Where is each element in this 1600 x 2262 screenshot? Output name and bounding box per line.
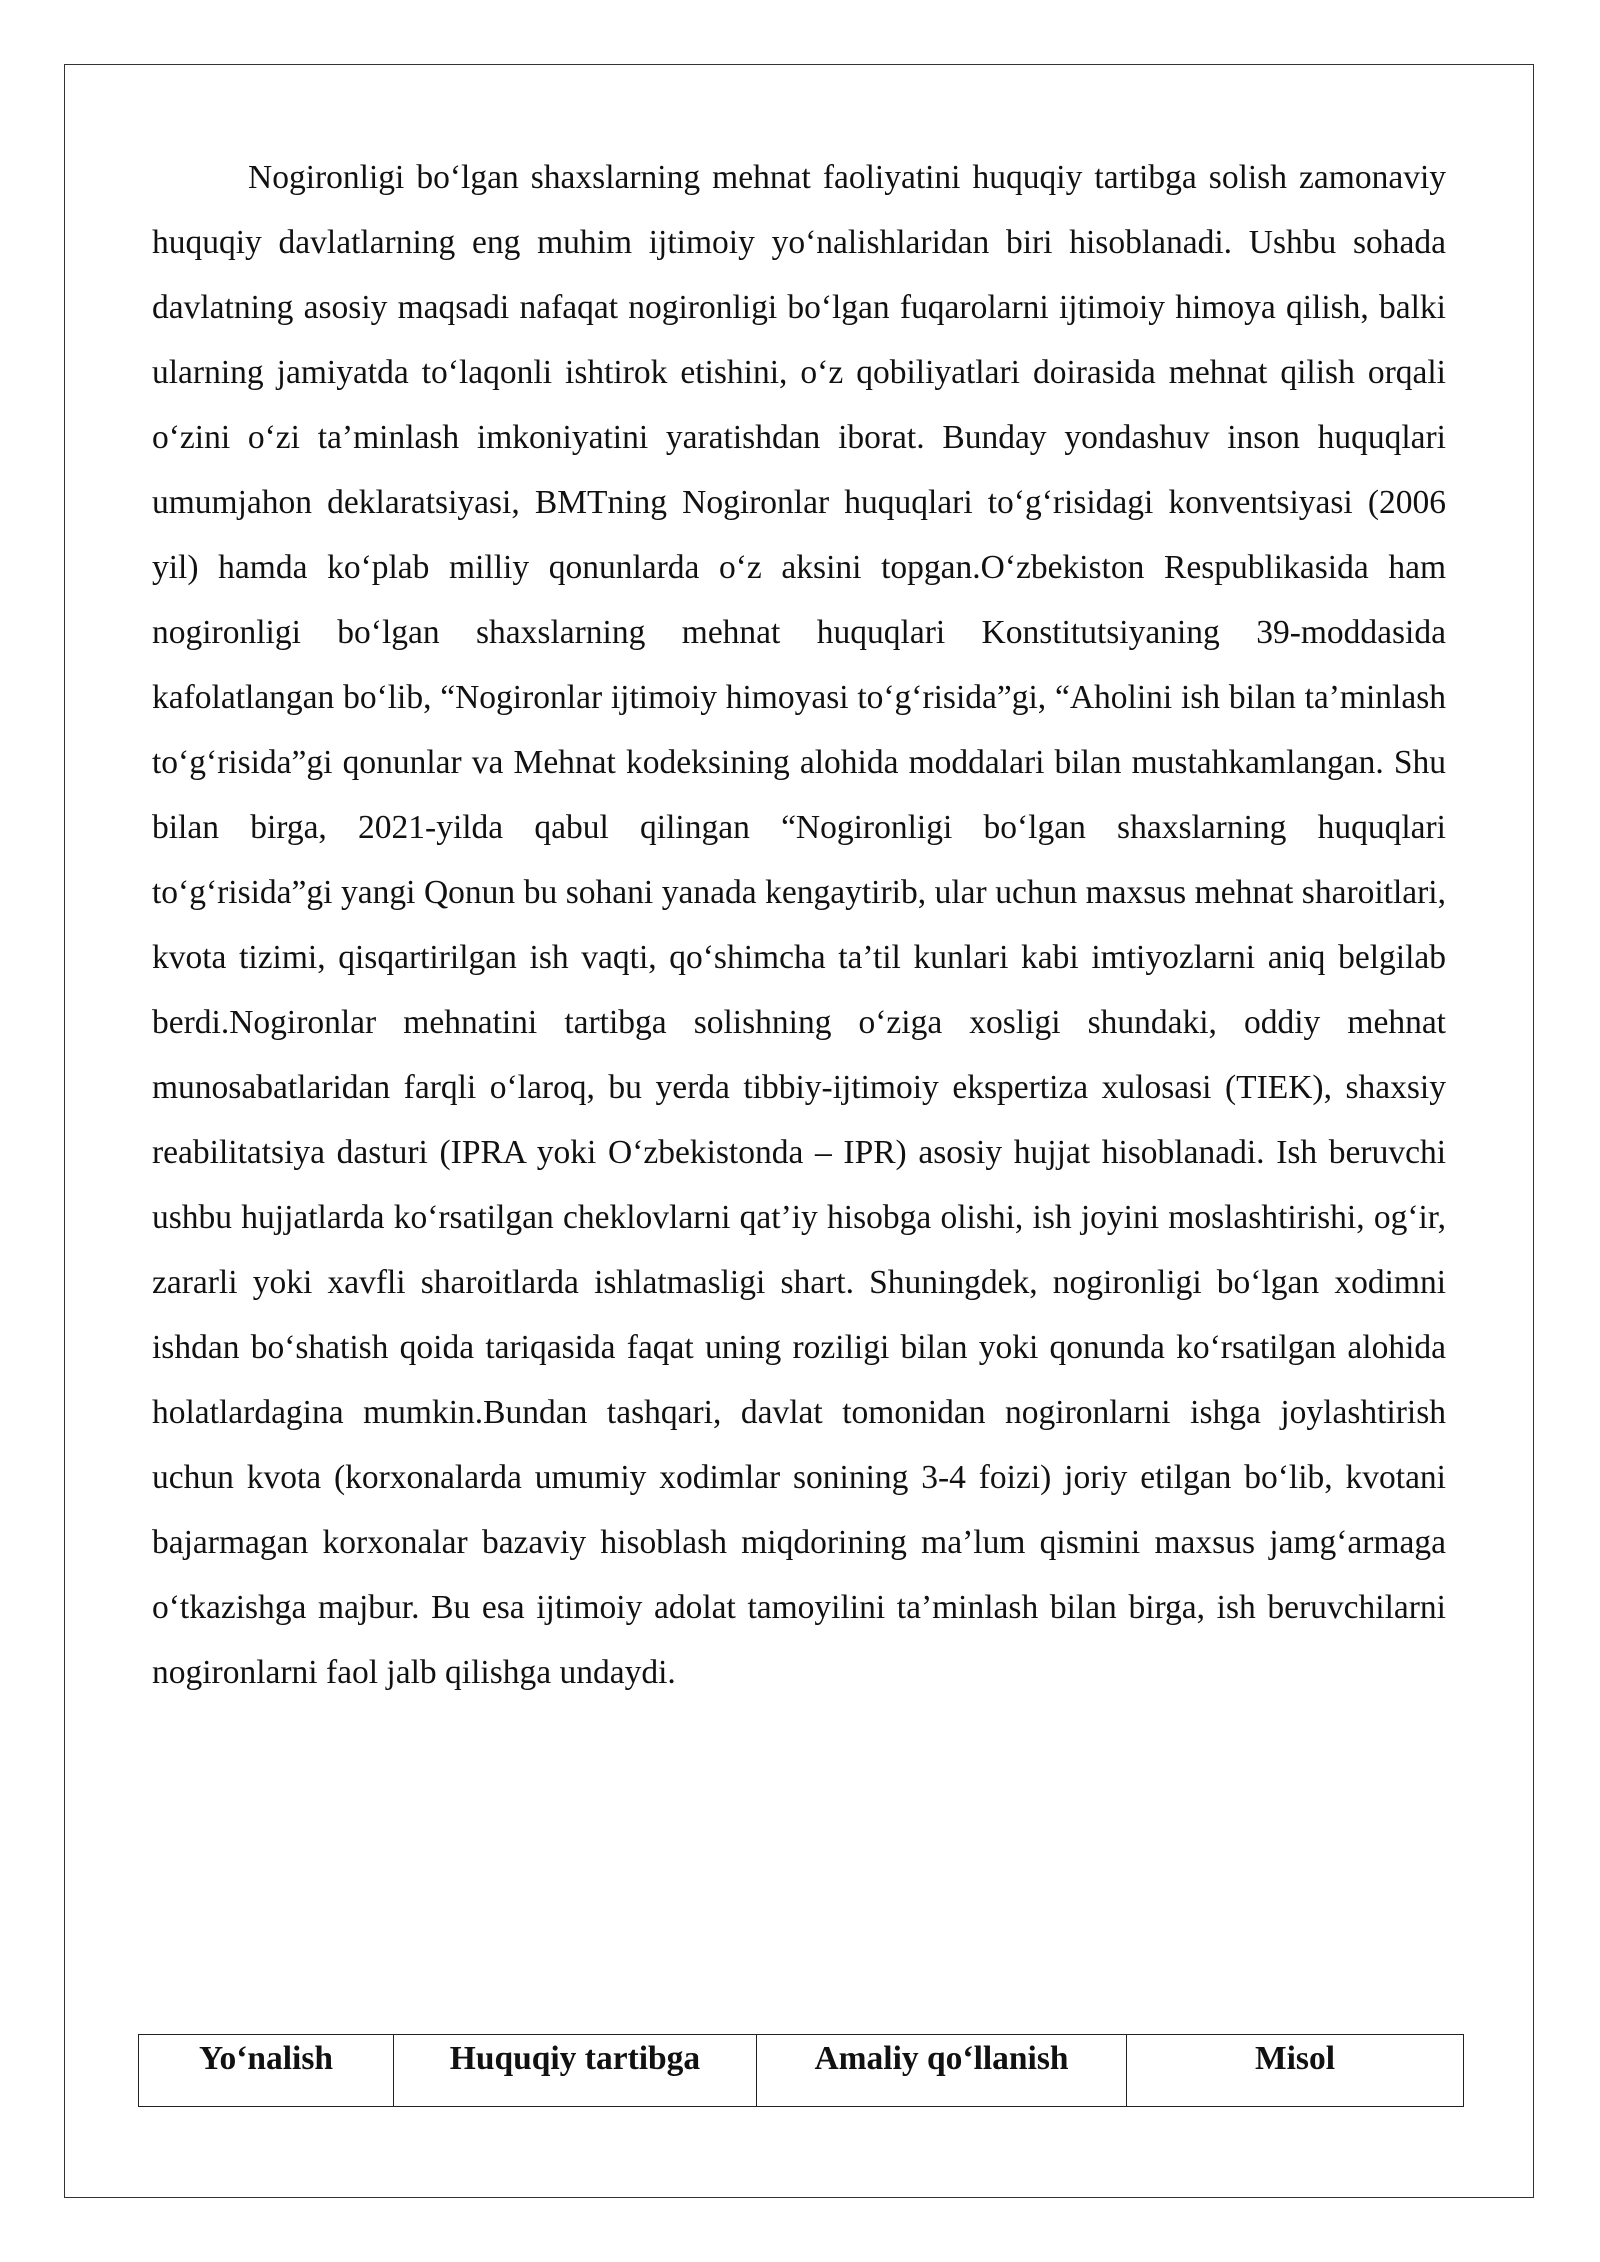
table-header-row xyxy=(139,2035,1464,2107)
comparison-table xyxy=(138,2034,1464,2107)
body-paragraph: Nogironligi bo‘lgan shaxslarning mehnat faoliyatini huquqiy tartibga solish zamonaviy huquqiy davlatlarning eng muhim ijtimoiy yo‘nalishlaridan biri hisoblanadi. Ushbu sohada davlatning asosiy maqsadi nafaqat nogironligi bo‘lgan fuqarolarni ijtimoiy himoya qilish, balki ularning jamiyatda to‘laqonli ishtirok etishini, o‘z qobiliyatlari doirasida mehnat qilish orqali o‘zini o‘zi ta’minlash imkoniyatini yaratishdan iborat. Bunday yondashuv inson huquqlari umumjahon deklaratsiyasi, BMTning Nogironlar huquqlari to‘g‘risidagi konventsiyasi (2006 yil) hamda ko‘plab milliy qonunlarda o‘z aksini topgan.O‘zbekiston Respublikasida ham nogironligi bo‘lgan shaxslarning mehnat huquqlari Konstitutsiyaning 39-moddasida kafolatlangan bo‘lib, “Nogironlar ijtimoiy himoyasi to‘g‘risida”gi, “Aholini ish bilan ta’minlash to‘g‘risida”gi qonunlar va Mehnat kodeksining alohida moddalari bilan mustahkamlangan. Shu bilan birga, 2021-yilda qabul qilingan “Nogironligi bo‘lgan shaxslarning huquqlari to‘g‘risida”gi yangi Qonun bu sohani yanada kengaytirib, ular uchun maxsus mehnat sharoitlari, kvota tizimi, qisqartirilgan ish vaqti, qo‘shimcha ta’til kunlari kabi imtiyozlarni aniq belgilab berdi.Nogironlar mehnatini tartibga solishning o‘ziga xosligi shundaki, oddiy mehnat munosabatlaridan farqli o‘laroq, bu yerda tibbiy-ijtimoiy ekspertiza xulosasi (TIEK), shaxsiy reabilitatsiya dasturi (IPRA yoki O‘zbekistonda – IPR) asosiy hujjat hisoblanadi. Ish beruvchi ushbu hujjatlarda ko‘rsatilgan cheklovlarni qat’iy hisobga olishi, ish joyini moslashtirishi, og‘ir, zararli yoki xavfli sharoitlarda ishlatmasligi shart. Shuningdek, nogironligi bo‘lgan xodimni ishdan bo‘shatish qoida tariqasida faqat uning roziligi bilan yoki qonunda ko‘rsatilgan alohida holatlardagina mumkin.Bundan tashqari, davlat tomonidan nogironlarni ishga joylashtirish uchun kvota (korxonalarda umumiy xodimlar sonining 3-4 foizi) joriy etilgan bo‘lib, kvotani bajarmagan korxonalar bazaviy hisoblash miqdorining ma’lum qismini maxsus jamg‘armaga o‘tkazishga majbur. Bu esa ijtimoiy adolat tamoyilini ta’minlash bilan birga, ish beruvchilarni nogironlarni faol jalb qilishga undaydi. xyxy=(152,159,1446,1691)
table-header-practical-application: Amaliy qo‘llanish xyxy=(757,2035,1127,2107)
table-header-example: Misol xyxy=(1127,2035,1464,2107)
table-header-legal-regulation: Huquqiy tartibga xyxy=(394,2035,757,2107)
table-header-direction: Yo‘nalish xyxy=(139,2035,394,2107)
